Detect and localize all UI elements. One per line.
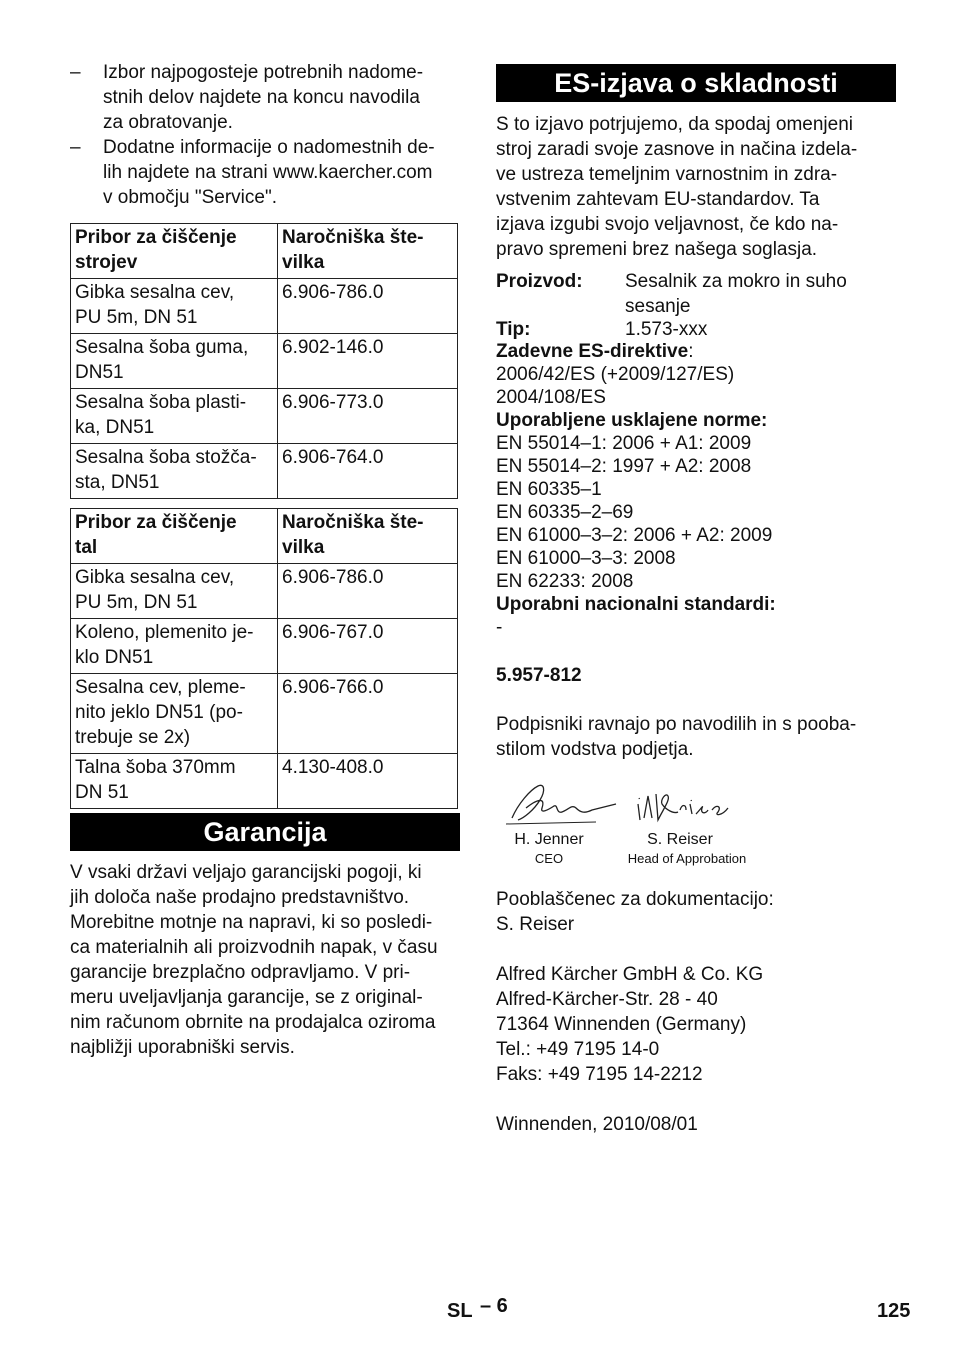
norm-item: EN 60335–2–69 bbox=[496, 502, 634, 523]
accessory-name: Sesalna cev, pleme- nito jeklo DN51 (po- trebuje se 2x) bbox=[71, 674, 278, 754]
declaration-intro: S to izjavo potrjujemo, da spodaj omenjeni stroj zaradi svoje zasnove in načina izdela- ve ustreza temeljnim varnostnim in zdra- vstvenim zahtevam EU-standardov. Ta izjava izgubi svojo veljavnost, če kdo na- pravo spremeni brez našega soglasja. bbox=[496, 114, 858, 260]
bullet-dash: – bbox=[70, 62, 81, 83]
national-standards-value: - bbox=[496, 617, 503, 638]
left-column bbox=[70, 60, 460, 1060]
footer-language: SL bbox=[447, 1300, 473, 1322]
company-fax: Faks: +49 7195 14-2212 bbox=[496, 1064, 703, 1085]
warranty-text: V vsaki državi veljajo garancijski pogoji, ki jih določa naše prodajno predstavništvo. Morebitne motnje na napravi, ki so posledi- ca materialnih ali proizvodnih napak, v času garancije brezplačno odpravljamo. V pri- meru uveljavljanja garancije, se z original- nim računom obrnite na prodajalca oziroma najbližji uporabniški servis. bbox=[70, 862, 438, 1058]
signatory-role: CEO bbox=[534, 851, 564, 866]
company-city: 71364 Winnenden (Germany) bbox=[496, 1014, 747, 1035]
floor-accessories-table bbox=[70, 508, 458, 809]
jenner-signature-line bbox=[506, 822, 596, 824]
company-address bbox=[496, 962, 896, 1087]
authorized-name: S. Reiser bbox=[496, 914, 575, 935]
warranty-heading: Garancija bbox=[70, 813, 460, 851]
product-info bbox=[496, 269, 896, 340]
norm-item: EN 60335–1 bbox=[496, 479, 602, 500]
bullet-dash: – bbox=[70, 137, 81, 158]
signatory-name: H. Jenner bbox=[514, 831, 584, 848]
product-value: Sesalnik za mokro in suho sesanje bbox=[625, 271, 847, 317]
norms-heading: Uporabljene usklajene norme: bbox=[496, 410, 768, 431]
column-header-accessory: Pribor za čiščenje strojev bbox=[71, 224, 278, 279]
table-row bbox=[71, 564, 458, 619]
jenner-signature bbox=[512, 785, 616, 820]
type-label: Tip: bbox=[496, 319, 531, 340]
reiser-signature bbox=[638, 794, 728, 820]
table-header-row bbox=[71, 509, 458, 564]
table-row bbox=[71, 674, 458, 754]
accessory-name: Talna šoba 370mm DN 51 bbox=[71, 754, 278, 809]
norm-item: EN 61000–3–3: 2008 bbox=[496, 548, 676, 569]
place-date: Winnenden, 2010/08/01 bbox=[496, 1114, 698, 1135]
norm-item: EN 61000–3–2: 2006 + A2: 2009 bbox=[496, 525, 773, 546]
directives-colon: : bbox=[688, 341, 694, 362]
table-row bbox=[71, 334, 458, 389]
declaration-heading: ES-izjava o skladnosti bbox=[496, 64, 896, 102]
footer-page-number: 125 bbox=[877, 1300, 911, 1322]
accessory-name: Gibka sesalna cev, PU 5m, DN 51 bbox=[71, 279, 278, 334]
directives-block bbox=[496, 340, 896, 639]
column-header-order-number: Naročniška šte- vilka bbox=[278, 509, 458, 564]
table-row bbox=[71, 279, 458, 334]
table-row bbox=[71, 389, 458, 444]
column-header-accessory: Pribor za čiščenje tal bbox=[71, 509, 278, 564]
document-number: 5.957-812 bbox=[496, 665, 582, 686]
bullet-item bbox=[70, 60, 460, 135]
table-header-row bbox=[71, 224, 458, 279]
right-column bbox=[496, 64, 896, 1137]
directives-heading bbox=[496, 340, 896, 363]
authorized-person-block bbox=[496, 887, 896, 937]
signature-graphics bbox=[496, 774, 756, 834]
accessory-name: Koleno, plemenito je- klo DN51 bbox=[71, 619, 278, 674]
product-label: Proizvod: bbox=[496, 271, 583, 292]
type-value: 1.573-xxx bbox=[625, 319, 708, 340]
national-standards-heading: Uporabni nacionalni standardi: bbox=[496, 594, 776, 615]
signatory-name: S. Reiser bbox=[647, 831, 713, 848]
order-number: 6.902-146.0 bbox=[278, 334, 458, 389]
table-row bbox=[71, 619, 458, 674]
order-number: 6.906-767.0 bbox=[278, 619, 458, 674]
company-street: Alfred-Kärcher-Str. 28 - 40 bbox=[496, 989, 718, 1010]
column-header-order-number: Naročniška šte- vilka bbox=[278, 224, 458, 279]
directive-item: 2004/108/ES bbox=[496, 387, 606, 408]
accessory-name: Sesalna šoba guma, DN51 bbox=[71, 334, 278, 389]
signature-block bbox=[496, 774, 896, 866]
table-row bbox=[71, 754, 458, 809]
footer-section-page: – 6 bbox=[480, 1295, 508, 1317]
signatories-text: Podpisniki ravnajo po navodilih in s pooba- stilom vodstva podjetja. bbox=[496, 714, 857, 760]
order-number: 6.906-766.0 bbox=[278, 674, 458, 754]
directive-item: 2006/42/ES (+2009/127/ES) bbox=[496, 364, 735, 385]
bullet-text: Dodatne informacije o nadomestnih de- lih najdete na strani www.kaercher.com v območju "Service". bbox=[103, 137, 435, 208]
order-number: 6.906-773.0 bbox=[278, 389, 458, 444]
machine-accessories-table bbox=[70, 223, 458, 499]
product-row bbox=[496, 269, 896, 319]
norm-item: EN 62233: 2008 bbox=[496, 571, 634, 592]
bullet-item bbox=[70, 135, 460, 210]
accessory-name: Sesalna šoba plasti- ka, DN51 bbox=[71, 389, 278, 444]
type-row bbox=[496, 319, 896, 340]
order-number: 6.906-764.0 bbox=[278, 444, 458, 499]
accessory-name: Sesalna šoba stožča- sta, DN51 bbox=[71, 444, 278, 499]
accessory-name: Gibka sesalna cev, PU 5m, DN 51 bbox=[71, 564, 278, 619]
order-number: 4.130-408.0 bbox=[278, 754, 458, 809]
company-name: Alfred Kärcher GmbH & Co. KG bbox=[496, 964, 764, 985]
order-number: 6.906-786.0 bbox=[278, 564, 458, 619]
norm-item: EN 55014–2: 1997 + A2: 2008 bbox=[496, 456, 752, 477]
bullet-text: Izbor najpogosteje potrebnih nadome- stnih delov najdete na koncu navodila za obratovanje. bbox=[103, 62, 424, 133]
table-row bbox=[71, 444, 458, 499]
norm-item: EN 55014–1: 2006 + A1: 2009 bbox=[496, 433, 752, 454]
signatory-role: Head of Approbation bbox=[627, 851, 747, 866]
order-number: 6.906-786.0 bbox=[278, 279, 458, 334]
directives-label: Zadevne ES-direktive bbox=[496, 341, 689, 362]
company-phone: Tel.: +49 7195 14-0 bbox=[496, 1039, 660, 1060]
authorized-label: Pooblaščenec za dokumentacijo: bbox=[496, 889, 774, 910]
